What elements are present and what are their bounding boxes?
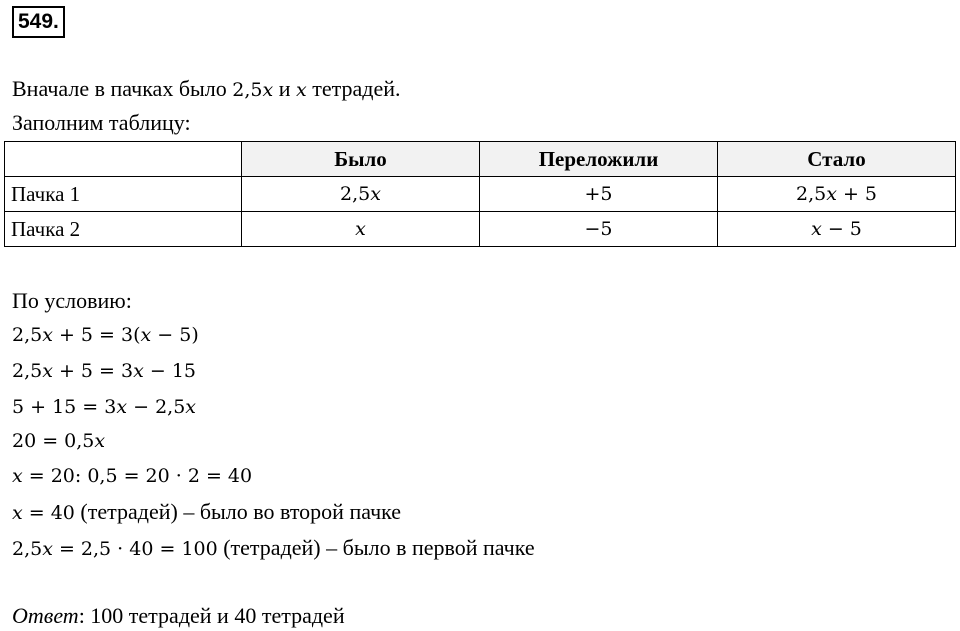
cell-was: 2,5𝑥 (242, 177, 480, 212)
cell-was: 𝑥 (242, 212, 480, 247)
cell-moved: +5 (480, 177, 718, 212)
result-math: 2,5𝑥 = 2,5 · 40 = 100 (12, 538, 218, 560)
equation-line: 𝑥 = 20: 0,5 = 20 · 2 = 40 (12, 465, 253, 487)
row-label: Пачка 2 (5, 212, 242, 247)
table-header-corner (5, 142, 242, 177)
intro-text-2: и (273, 76, 296, 101)
cell-became: 𝑥 − 5 (718, 212, 956, 247)
answer-label: Ответ (12, 603, 79, 628)
cell-moved: −5 (480, 212, 718, 247)
intro-expr-1: 2,5 (232, 79, 263, 101)
cell-became: 2,5𝑥 + 5 (718, 177, 956, 212)
result-line-second-pack (12, 499, 401, 526)
table-header-was: Было (242, 142, 480, 177)
problem-number: 549. (12, 6, 65, 38)
result-line-first-pack (12, 535, 535, 562)
row-label: Пачка 1 (5, 177, 242, 212)
equation-line: 2,5𝑥 + 5 = 3𝑥 − 15 (12, 360, 196, 382)
intro-var-2: x (296, 79, 307, 101)
intro-var-1: x (262, 79, 274, 101)
result-text: (тетрадей) – было во второй пачке (74, 499, 402, 524)
equation-line: 20 = 0,5𝑥 (12, 430, 106, 452)
answer-text: : 100 тетрадей и 40 тетрадей (78, 603, 345, 628)
table-intro: Заполним таблицу: (12, 110, 191, 135)
result-math: 𝑥 = 40 (12, 502, 75, 524)
intro-line (12, 76, 400, 103)
intro-text-1: Вначале в пачках было (12, 76, 233, 101)
equation-line: 5 + 15 = 3𝑥 − 2,5𝑥 (12, 396, 196, 418)
intro-text-3: тетрадей. (306, 76, 401, 101)
table-row (5, 212, 956, 247)
table-header-became: Стало (718, 142, 956, 177)
condition-label: По условию: (12, 288, 132, 313)
table-header-moved: Переложили (480, 142, 718, 177)
table-row (5, 177, 956, 212)
data-table (4, 141, 956, 247)
result-text: (тетрадей) – было в первой пачке (217, 535, 535, 560)
equation-line: 2,5𝑥 + 5 = 3(𝑥 − 5) (12, 324, 199, 346)
table-header-row (5, 142, 956, 177)
answer-line (12, 603, 345, 629)
